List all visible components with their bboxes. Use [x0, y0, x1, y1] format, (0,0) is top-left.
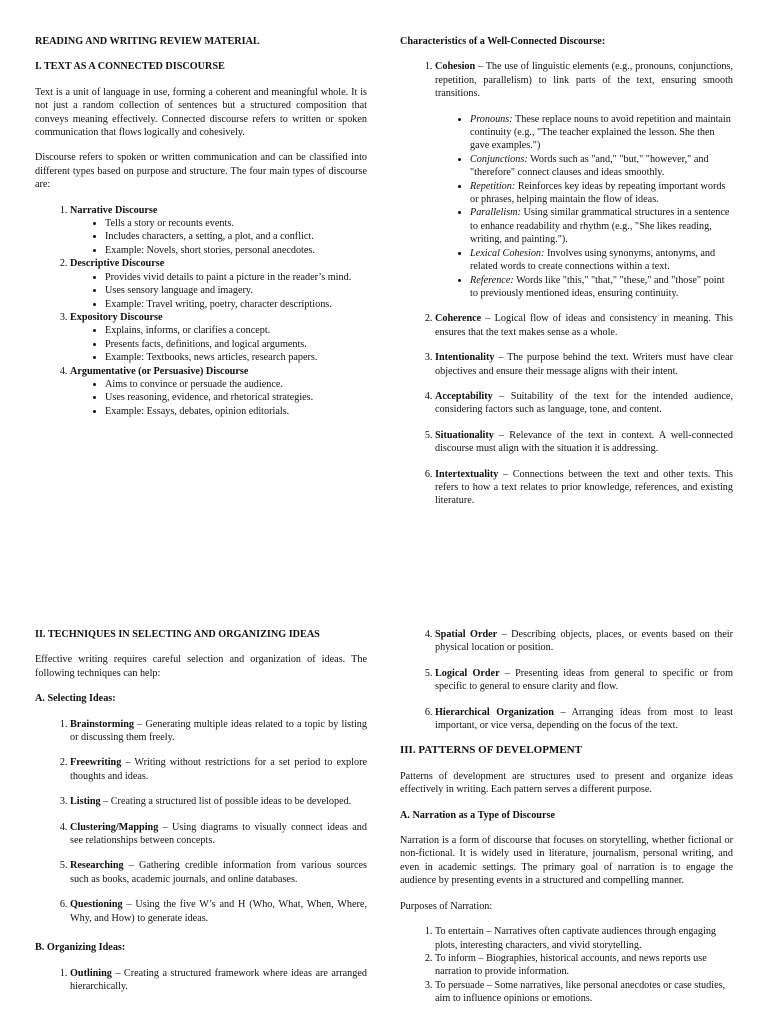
discourse-types-list: [35, 204, 367, 419]
bullet-item: [470, 180, 733, 207]
bullet-list: [70, 378, 367, 418]
term: Situationality: [435, 429, 494, 441]
definition: Involves using synonyms, antonyms, and related words to create connections within a text.: [470, 247, 716, 273]
definition: Reinforces key ideas by repeating important words or phrases, helping maintain the flow of ideas.: [470, 180, 726, 206]
definition: – Connections between the text and other texts. This refers to how a text relates to prior knowledge, references, and existing literature.: [435, 468, 733, 507]
selecting-ideas-list: [35, 718, 367, 925]
bullet-item: [470, 274, 733, 301]
list-item: 1. To entertain – Narratives often captivate audiences through engaging plots, interesting characters, and vivid storytelling.: [435, 925, 733, 952]
bullet-item: • Uses reasoning, evidence, and rhetorical strategies.: [105, 391, 367, 404]
document-title: READING AND WRITING REVIEW MATERIAL: [35, 36, 260, 47]
term: Conjunctions:: [470, 153, 528, 165]
purposes-list: [400, 925, 733, 1005]
bullet-item: [470, 113, 733, 153]
bullet-list: [70, 324, 367, 364]
characteristics-heading: Characteristics of a Well-Connected Discourse:: [400, 36, 606, 47]
term: Outlining: [70, 967, 112, 979]
list-item: [435, 60, 733, 300]
list-item: [435, 312, 733, 339]
organizing-ideas-list-continued: [400, 628, 733, 732]
list-item: [435, 706, 733, 733]
bullet-item: • Example: Textbooks, news articles, research papers.: [105, 351, 367, 364]
term: Repetition:: [470, 180, 516, 192]
list-item: [70, 859, 367, 886]
definition: Words such as "and," "but," "however," and "therefore" connect clauses and ideas smoothly.: [470, 153, 709, 179]
section-techniques: [35, 628, 367, 1024]
organizing-ideas-list: [35, 967, 367, 994]
term: Parallelism:: [470, 207, 521, 219]
bullet-item: • Provides vivid details to paint a picture in the reader’s mind.: [105, 271, 367, 284]
bullet-item: • Aims to convince or persuade the audience.: [105, 378, 367, 391]
definition: – The use of linguistic elements (e.g., pronouns, conjunctions, repetition, parallelism) to link parts of the text, ensuring smooth transitions.: [435, 61, 733, 100]
bullet-list: [70, 271, 367, 311]
definition: – Using diagrams to visually connect ideas and see relationships between concepts.: [70, 821, 367, 847]
subheading-selecting: A. Selecting Ideas:: [35, 693, 116, 705]
definition: – Suitability of the text for the intended audience, considering factors such as language, tone, and content.: [435, 390, 733, 416]
definition: – Generating multiple ideas related to a topic by listing or discussing them freely.: [70, 718, 367, 744]
list-item: [435, 468, 733, 508]
purposes-label: Purposes of Narration:: [400, 900, 493, 912]
type-title: Narrative Discourse: [70, 204, 158, 216]
definition: Using similar grammatical structures in a sentence to enhance readability and rhythm (e.g., "She likes reading, writing, and painting.").: [470, 207, 730, 246]
definition: These replace nouns to avoid repetition and maintain continuity (e.g., "The teacher explained the lesson. She then gave examples."): [470, 113, 731, 152]
definition: – The purpose behind the text. Writers must have clear objectives and ensure their message aligns with their intent.: [435, 352, 733, 377]
list-item: [70, 204, 367, 258]
type-title: Argumentative (or Persuasive) Discourse: [70, 365, 249, 377]
bullet-item: • Explains, informs, or clarifies a concept.: [105, 324, 367, 337]
subheading-organizing: B. Organizing Ideas:: [35, 942, 126, 954]
bullet-item: • Example: Novels, short stories, personal anecdotes.: [105, 244, 367, 257]
term: Cohesion: [435, 61, 476, 73]
definition: – Writing without restrictions for a set period to explore thoughts and ideas.: [70, 757, 367, 782]
term: Lexical Cohesion:: [470, 247, 545, 259]
bullet-list: [70, 217, 367, 257]
list-item: [435, 351, 733, 378]
term: Spatial Order: [435, 629, 498, 640]
list-item: [70, 898, 367, 925]
section-characteristics: [400, 35, 733, 575]
bullet-item: • Example: Travel writing, poetry, character descriptions.: [105, 298, 367, 311]
term: Hierarchical Organization: [435, 706, 554, 718]
section-heading-3: III. PATTERNS OF DEVELOPMENT: [400, 744, 582, 757]
definition: – Arranging ideas from most to least important, or vice versa, depending on the focus of the text.: [435, 706, 733, 732]
characteristics-list: [400, 60, 733, 507]
term: Clustering/Mapping: [70, 821, 159, 833]
definition: – Logical flow of ideas and consistency in meaning. This ensures that the text makes sense as a whole.: [435, 313, 733, 338]
paragraph-narration: Narration is a form of discourse that focuses on storytelling, whether fictional or non-fictional. It is widely used in literature, journalism, personal writing, and even in academic settings. The primary goal of narration is to engage the audience by presenting events in a structured and compelling manner.: [400, 835, 733, 887]
definition: – Creating a structured framework where ideas are arranged hierarchically.: [70, 967, 367, 992]
definition: – Using the five W’s and H (Who, What, When, Where, Why, and How) to generate ideas.: [70, 899, 367, 924]
section-heading-2: II. TECHNIQUES IN SELECTING AND ORGANIZING IDEAS: [35, 629, 320, 640]
list-item: [70, 756, 367, 783]
term: Intertextuality: [435, 468, 499, 480]
list-item: [70, 257, 367, 311]
list-item: 2. To inform – Biographies, historical accounts, and news reports use narration to provide information.: [435, 952, 733, 979]
term: Listing: [70, 796, 101, 808]
bullet-item: [470, 206, 733, 246]
bullet-item: • Tells a story or recounts events.: [105, 217, 367, 230]
term: Pronouns:: [470, 113, 513, 125]
definition: – Describing objects, places, or events based on their physical location or position.: [435, 629, 733, 654]
term: Logical Order: [435, 667, 500, 679]
bullet-item: • Includes characters, a setting, a plot, and a conflict.: [105, 230, 367, 243]
term: Freewriting: [70, 757, 122, 769]
term: Questioning: [70, 899, 123, 911]
list-item: [435, 390, 733, 417]
definition: – Creating a structured list of possible ideas to be developed.: [100, 796, 352, 808]
bullet-item: • Presents facts, definitions, and logical arguments.: [105, 338, 367, 351]
paragraph-patterns-intro: Patterns of development are structures used to present and organize ideas effectively in writing. Each pattern serves a different purpose.: [400, 770, 733, 796]
list-item: [70, 365, 367, 419]
list-item: [70, 718, 367, 745]
section-text-as-discourse: [35, 35, 367, 575]
definition: Words like "this," "that," "these," and "those" point to previously mentioned ideas, ensuring continuity.: [470, 274, 725, 299]
definition: – Presenting ideas from general to specific or from specific to general to ensure clarity and flow.: [435, 667, 733, 693]
list-item: [70, 311, 367, 365]
definition: – Relevance of the text in context. A well-connected discourse must align with the situation it is addressing.: [435, 429, 733, 455]
paragraph-techniques-intro: Effective writing requires careful selection and organization of ideas. The following techniques can help:: [35, 654, 367, 679]
section-heading-1: I. TEXT AS A CONNECTED DISCOURSE: [35, 61, 225, 73]
paragraph-discourse-types: Discourse refers to spoken or written communication and can be classified into different types based on purpose and structure. The four main types of discourse are:: [35, 152, 367, 191]
term: Reference:: [470, 274, 514, 286]
paragraph-text-definition: Text is a unit of language in use, forming a coherent and meaningful whole. It is not just a random collection of sentences but a structured composition that conveys meaning effectively. Connected discourse refers to written or spoken communication that flows logically and cohesively.: [35, 86, 367, 139]
subheading-narration: A. Narration as a Type of Discourse: [400, 809, 555, 821]
type-title: Expository Discourse: [70, 311, 163, 323]
type-title: Descriptive Discourse: [70, 258, 165, 270]
term: Coherence: [435, 313, 482, 325]
list-item: [435, 628, 733, 655]
list-item: [70, 821, 367, 848]
list-item: [70, 795, 367, 808]
list-item: [435, 429, 733, 456]
term: Acceptability: [435, 390, 493, 402]
bullet-item: • Uses sensory language and imagery.: [105, 284, 367, 297]
term: Brainstorming: [70, 718, 134, 730]
list-item: 3. To persuade – Some narratives, like personal anecdotes or case studies, aim to influence opinions or emotions.: [435, 979, 733, 1006]
list-item: [435, 667, 733, 694]
bullet-item: [470, 153, 733, 180]
section-patterns: [400, 628, 733, 1024]
term: Researching: [70, 860, 124, 872]
term: Intentionality: [435, 352, 495, 364]
bullet-item: [470, 247, 733, 274]
cohesion-bullet-list: [435, 113, 733, 301]
bullet-item: • Example: Essays, debates, opinion editorials.: [105, 405, 367, 418]
definition: – Gathering credible information from various sources such as books, academic journals, and online databases.: [70, 860, 367, 885]
list-item: [70, 967, 367, 994]
